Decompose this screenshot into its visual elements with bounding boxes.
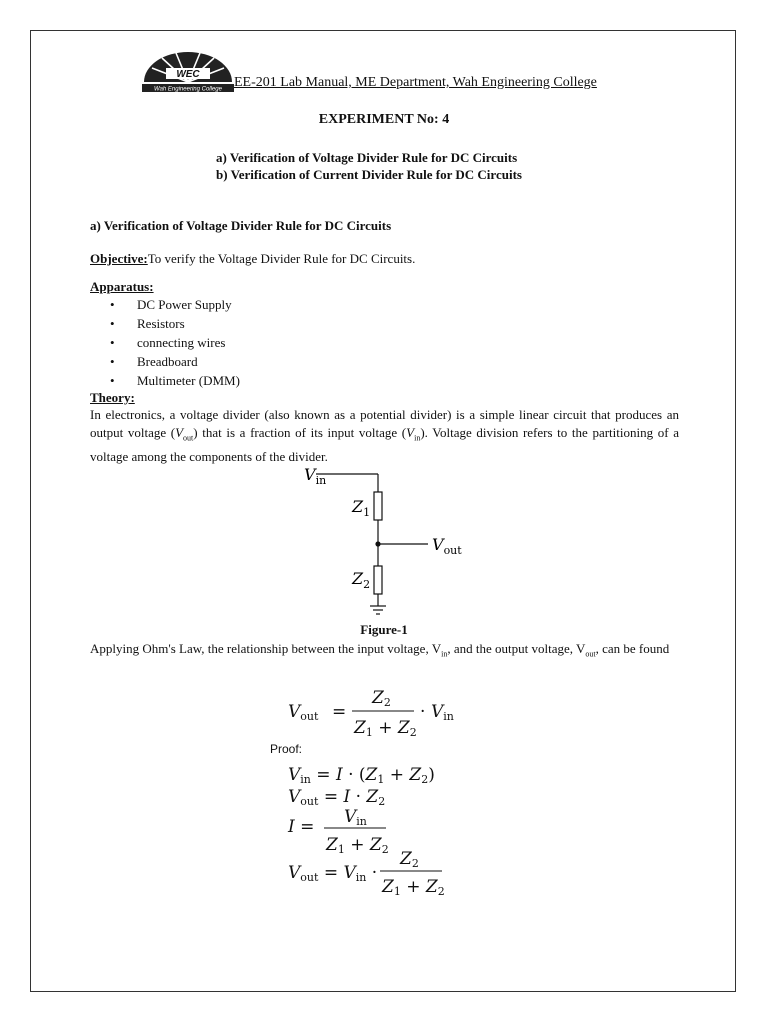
list-item: • Multimeter (DMM) [110,371,240,390]
svg-text:Vin: Vin [344,807,367,828]
figure-caption: Figure-1 [360,622,408,637]
experiment-title: EXPERIMENT No: 4 [318,112,450,127]
voltage-divider-formula [286,682,456,738]
logo-subtext: Wah Engineering College [154,86,222,93]
college-logo [140,46,236,94]
z2-label: $Z_2$ [352,569,371,591]
proof-derivation [284,760,464,900]
svg-text:Z1 + Z2: Z1 + Z2 [326,835,389,856]
vin-label: $V_{in}$ [304,465,327,487]
theory-paragraph: In electronics, a voltage divider (also known as a potential divider) is a simple linear circuit that produces an output voltage $(V_{out})$ that is a fraction of its input voltage $(V_{in})$. Voltage division refers to the partitioning of a voltage among the components of the divider. [90,407,679,464]
svg-text:Z2: Z2 [372,688,391,709]
svg-text:I =: I = [288,817,315,837]
svg-text:Z1 + Z2: Z1 + Z2 [382,877,445,898]
header-title: EE-201 Lab Manual, ME Department, Wah Engineering College [234,75,597,90]
vout-label: $V_{out}$ [432,535,462,557]
list-item: • Breadboard [110,352,240,371]
objective-text: To verify the Voltage Divider Rule for DC Circuits. [147,251,416,266]
experiment-part-b: b) Verification of Current Divider Rule for DC Circuits [216,167,522,182]
svg-text:Vin: Vin [431,702,454,723]
experiment-part-a: a) Verification of Voltage Divider Rule for DC Circuits [216,150,518,165]
objective [90,251,415,267]
section-heading: a) Verification of Voltage Divider Rule for DC Circuits [90,218,392,233]
logo-text: WEC [176,69,200,80]
proof-label: Proof: [270,742,303,756]
list-item: • Resistors [110,314,240,333]
svg-text:Z1 + Z2: Z1 + Z2 [354,718,417,738]
list-item: • DC Power Supply [110,295,240,314]
apparatus-list [110,295,240,390]
svg-text:Vin = I · (Z1 + Z2): Vin = I · (Z1 + Z2) [288,765,435,786]
voltage-divider-circuit [296,460,486,626]
apparatus-label: Apparatus: [90,279,154,294]
svg-text:Vout: Vout [288,702,319,723]
z1-label: $Z_1$ [352,497,371,519]
svg-text:·: · [420,702,426,722]
theory-label: Theory: [90,390,135,405]
svg-text:Z2: Z2 [400,849,419,870]
ohm-paragraph: Applying Ohm's Law, the relationship between the input voltage, $V_{in}$, and the output voltage, $V_{out}$, can be found [90,641,670,659]
list-item: • connecting wires [110,333,240,352]
svg-text:=: = [332,702,347,722]
svg-text:Vout = Vin ·: Vout = Vin · [288,863,378,884]
objective-label: Objective: [90,251,148,266]
svg-text:Vout = I · Z2: Vout = I · Z2 [288,787,386,808]
